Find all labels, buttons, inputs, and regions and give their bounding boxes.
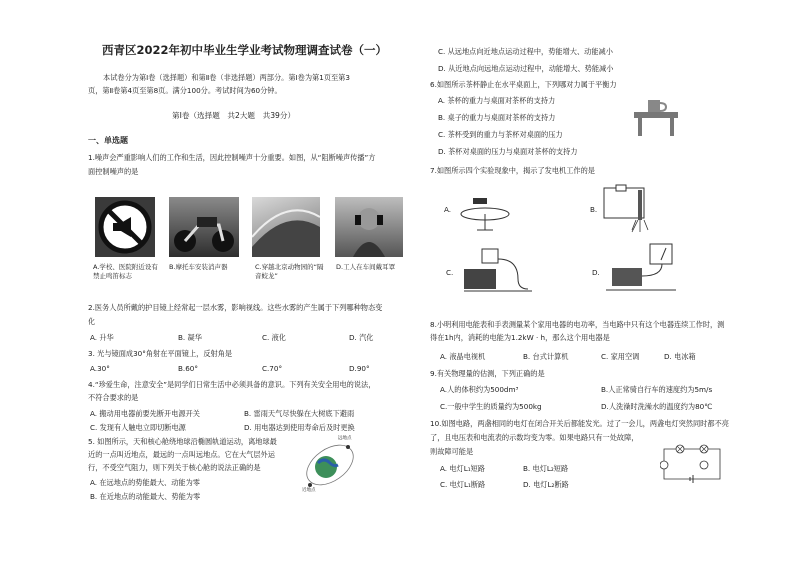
earth-orbit-icon: [300, 437, 360, 493]
q4-option-d: D. 用电器达到使用寿命后及时更换: [244, 423, 355, 432]
q6-option-b: B. 桌子的重力与桌面对茶杯的支持力: [438, 113, 556, 122]
no-horn-sign-icon: [95, 197, 155, 257]
q1-line-1: 1.噪声会严重影响人们的工作和生活，因此控制噪声十分重要。如图，从“阻断噪声传播”方: [88, 153, 376, 162]
q5-option-c: C. 从远地点向近地点运动过程中，势能增大、动能减小: [438, 47, 613, 56]
q5-option-b: B. 在近地点的动能最大、势能为零: [90, 492, 201, 501]
exam-title: 西青区2022年初中毕业生学业考试物理调查试卷（一）: [102, 43, 388, 57]
q3-option-a: A.30°: [90, 364, 110, 373]
q4-line-1: 4.“珍爱生命，注意安全”是同学们日常生活中必须具备的意识。下列有关安全用电的说法，: [88, 380, 376, 389]
q4-option-b: B. 雷雨天气尽快躲在大树底下避雨: [244, 409, 355, 418]
q5-line-2: 近的一点叫近地点，最远的一点叫远地点。它在大气层外运: [88, 450, 275, 459]
q7-label-a: A.: [444, 205, 452, 214]
q4-option-a: A. 搬动用电器前要先断开电源开关: [90, 409, 200, 418]
q6-option-c: C. 茶杯受到的重力与茶杯对桌面的压力: [438, 130, 563, 139]
q9-option-a: A.人的体积约为500dm³: [440, 385, 519, 394]
q3-option-c: C.70°: [262, 364, 283, 373]
q8-option-c: C. 家用空调: [601, 352, 640, 361]
electromagnet-experiment-icon: [600, 180, 670, 236]
q2-option-a: A. 升华: [90, 333, 114, 342]
galvanometer-experiment-icon: [602, 240, 680, 300]
q8-option-d: D. 电冰箱: [664, 352, 696, 361]
q10-line-1: 10.如图电路，两盏相同的电灯在闭合开关后都能发光。过了一会儿，两盏电灯突然同时都不亮: [430, 419, 729, 428]
q5-option-d: D. 从近地点向远地点运动过程中，动能增大、势能减小: [438, 64, 614, 73]
q10-line-3: 则故障可能是: [430, 447, 474, 456]
q2-line-1: 2.医务人员所戴的护目镜上经常起一层水雾，影响视线。这些水雾的产生属于下列哪种物态变: [88, 303, 383, 312]
perigee-label: 近地点: [302, 488, 316, 493]
q10-option-a: A. 电灯L₁短路: [440, 464, 485, 473]
q5-line-3: 行，不受空气阻力，则下列关于核心舱的说法正确的是: [88, 463, 261, 472]
q2-option-b: B. 凝华: [178, 333, 202, 342]
q10-option-d: D. 电灯L₂断路: [523, 480, 569, 489]
motorcycle-photo: [169, 197, 239, 257]
q6-option-d: D. 茶杯对桌面的压力与桌面对茶杯的支持力: [438, 147, 578, 156]
q9-option-c: C.一般中学生的质量约为500kg: [440, 402, 542, 411]
q10-option-c: C. 电灯L₁断路: [440, 480, 486, 489]
q7-line-1: 7.如图所示四个实验现象中，揭示了发电机工作的是: [430, 166, 595, 175]
q6-line-1: 6.如图所示茶杯静止在水平桌面上，下列哪对力属于平衡力: [430, 80, 617, 89]
q8-line-1: 8.小明利用电能表和手表测量某个家用电器的电功率，当电路中只有这个电器连续工作时，测: [430, 320, 725, 329]
q8-option-b: B. 台式计算机: [523, 352, 569, 361]
q7-label-d: D.: [592, 268, 600, 277]
compass-wire-experiment-icon: [455, 188, 515, 232]
q5-option-a: A. 在远地点的势能最大、动能为零: [90, 478, 200, 487]
q10-line-2: 了，且电压表和电流表的示数均变为零。如果电路只有一处故障，: [430, 433, 639, 442]
apogee-label: 远地点: [338, 436, 352, 441]
q7-label-b: B.: [590, 205, 598, 214]
q1-line-2: 面控制噪声的是: [88, 167, 139, 176]
q4-option-c: C. 发现有人触电立即切断电源: [90, 423, 186, 432]
q1-caption-c: C.穿越北京动物园的“隔音蛟龙”: [255, 263, 324, 280]
intro-line-1: 本试卷分为第Ⅰ卷（选择题）和第Ⅱ卷（非选择题）两部分。第Ⅰ卷为第1页至第3: [103, 73, 350, 82]
q3-option-b: B.60°: [178, 364, 198, 373]
section-heading: 一、单选题: [88, 136, 128, 145]
q1-caption-b: B.摩托车安装消声器: [169, 263, 228, 271]
q8-line-2: 得在1h内，消耗的电能为1.2kW · h，那么这个用电器是: [430, 333, 610, 342]
q5-line-1: 5. 如图所示，天和核心舱绕地球沿椭圆轨道运动，离地球最: [88, 437, 277, 446]
q2-option-d: D. 汽化: [349, 333, 374, 342]
q2-option-c: C. 液化: [262, 333, 286, 342]
q2-line-2: 化: [88, 317, 96, 326]
q8-option-a: A. 液晶电视机: [440, 352, 486, 361]
teacup-table-icon: [632, 96, 680, 136]
q3-line-1: 3. 光与镜面成30°角射在平面镜上，反射角是: [88, 349, 233, 358]
intro-line-2: 页，第Ⅱ卷第4页至第8页。满分100分。考试时间为60分钟。: [88, 86, 282, 95]
q9-option-d: D.人洗澡时洗澡水的温度约为80℃: [601, 402, 713, 411]
q9-option-b: B.人正常骑自行车的速度约为5m/s: [601, 385, 713, 394]
q1-caption-d: D.工人在车间戴耳罩: [336, 263, 396, 271]
sound-barrier-photo: [252, 197, 320, 257]
q4-line-2: 不符合要求的是: [88, 393, 139, 402]
q9-line-1: 9.有关物理量的估测，下列正确的是: [430, 369, 545, 378]
circuit-diagram-icon: [660, 441, 724, 485]
generator-experiment-icon: [456, 245, 536, 301]
q1-caption-a: A.学校、医院附近设有禁止鸣笛标志: [93, 263, 158, 280]
q10-option-b: B. 电灯L₂短路: [523, 464, 569, 473]
part-title: 第Ⅰ卷（选择题 共2大题 共39分）: [172, 111, 296, 120]
worker-earmuff-photo: [335, 197, 403, 257]
q3-option-d: D.90°: [349, 364, 370, 373]
q7-label-c: C.: [446, 268, 454, 277]
q6-option-a: A. 茶杯的重力与桌面对茶杯的支持力: [438, 96, 556, 105]
